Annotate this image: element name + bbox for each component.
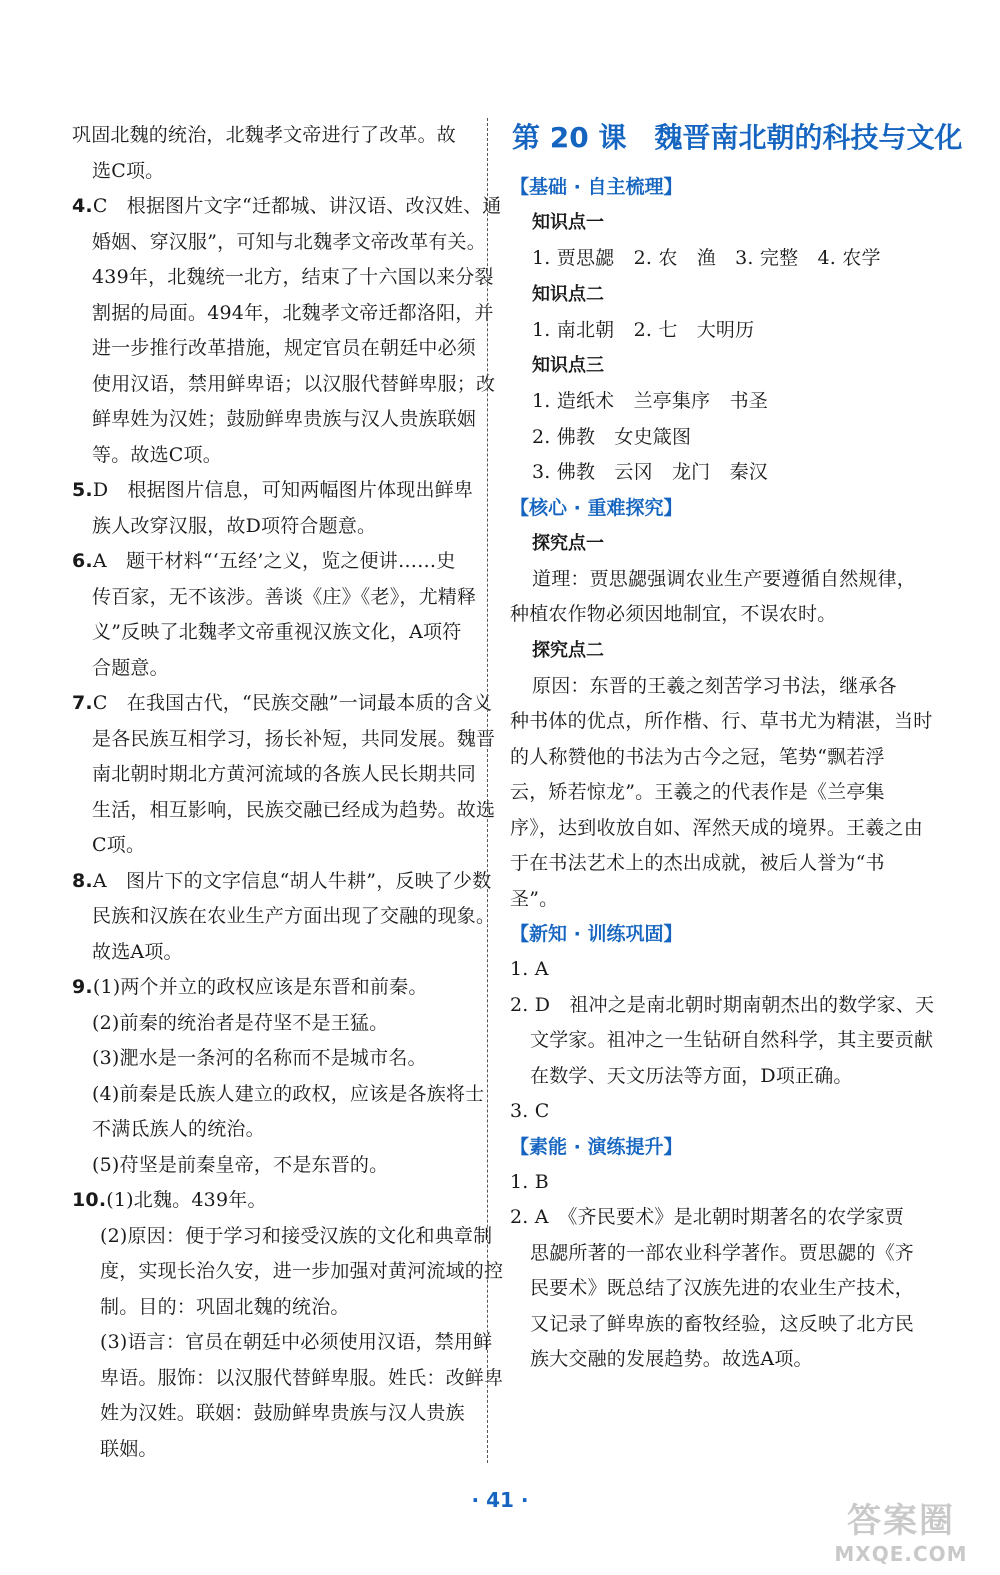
right-column bbox=[510, 118, 963, 1378]
text-line: A 题干材料“‘五经’之义，览之便讲……史 bbox=[92, 550, 456, 572]
text-line: (4)前秦是氐族人建立的政权，应该是各族将士 bbox=[92, 1082, 485, 1105]
watermark-text: 答案圈 bbox=[847, 1501, 955, 1541]
answer-number: 4. bbox=[72, 195, 93, 217]
text-line: 制。目的：巩固北魏的统治。 bbox=[100, 1295, 350, 1318]
text-line: 文学家。祖冲之一生钻研自然科学，其主要贡献 bbox=[530, 1029, 934, 1051]
text-line: 选C项。 bbox=[92, 159, 165, 182]
text-line: 等。故选C项。 bbox=[92, 443, 222, 466]
section-heading-training: 【新知 · 训练巩固】 bbox=[510, 923, 683, 945]
text-line: 卑语。服饰：以汉服代替鲜卑服。姓氏：改鲜卑 bbox=[100, 1366, 504, 1389]
text-line: 序》，达到收放自如、浑然天成的境界。王羲之由 bbox=[510, 816, 923, 839]
text-line: (1)北魏。439年。 bbox=[106, 1189, 267, 1211]
lesson-title bbox=[510, 118, 963, 158]
text-line: C 根据图片文字“迁都城、讲汉语、改汉姓、通 bbox=[92, 195, 502, 217]
answer-line: 1. 造纸术 兰亭集序 书圣 bbox=[532, 390, 768, 412]
answer-line: 1. 贾思勰 2. 农 渔 3. 完整 4. 农学 bbox=[532, 247, 881, 269]
inquiry-heading: 探究点二 bbox=[532, 639, 604, 661]
text-line: 的人称赞他的书法为古今之冠，笔势“飘若浮 bbox=[510, 745, 885, 768]
answer-line: 1. A bbox=[510, 958, 549, 980]
answer-line: 2. A 《齐民要术》是北朝时期著名的农学家贾 bbox=[510, 1206, 904, 1228]
watermark-logo bbox=[806, 1493, 996, 1571]
text-line: 道理：贾思勰强调农业生产要遵循自然规律， bbox=[532, 567, 917, 590]
text-line: 在数学、天文历法等方面，D项正确。 bbox=[530, 1064, 853, 1087]
text-line: C 在我国古代，“民族交融”一词最本质的含义 bbox=[92, 692, 493, 714]
text-line: 巩固北魏的统治，北魏孝文帝进行了改革。故 bbox=[72, 124, 457, 146]
text-line: 思勰所著的一部农业科学著作。贾思勰的《齐 bbox=[530, 1241, 915, 1264]
text-line: 原因：东晋的王羲之刻苦学习书法，继承各 bbox=[532, 674, 897, 697]
answer-line: 1. B bbox=[510, 1170, 549, 1193]
answer-4 bbox=[72, 189, 502, 225]
answer-line: 3. 佛教 云冈 龙门 秦汉 bbox=[532, 461, 768, 483]
answer-9 bbox=[72, 970, 477, 1006]
answer-number: 7. bbox=[72, 692, 93, 714]
text-line: 又记录了鲜卑族的畜牧经验，这反映了北方民 bbox=[530, 1312, 915, 1335]
text-line: 联姻。 bbox=[100, 1437, 158, 1460]
text-line: 于在书法艺术上的杰出成就，被后人誉为“书 bbox=[510, 852, 885, 874]
answer-number: 9. bbox=[72, 976, 93, 998]
answer-number: 10. bbox=[72, 1189, 107, 1211]
text-line: 民要术》既总结了汉族先进的农业生产技术， bbox=[530, 1277, 915, 1299]
section-heading-core: 【核心 · 重难探究】 bbox=[510, 496, 683, 519]
text-line: 南北朝时期北方黄河流域的各族人民长期共同 bbox=[92, 763, 477, 785]
text-line: D 根据图片信息，可知两幅图片体现出鲜卑 bbox=[92, 479, 474, 501]
text-line: 生活，相互影响，民族交融已经成为趋势。故选 bbox=[92, 798, 496, 821]
answer-10 bbox=[72, 1183, 477, 1219]
section-heading-basics: 【基础 · 自主梳理】 bbox=[510, 176, 683, 198]
answer-line: 3. C bbox=[510, 1100, 550, 1122]
text-line: 种植农作物必须因地制宜，不误农时。 bbox=[510, 603, 837, 625]
text-line: (2)前秦的统治者是苻坚不是王猛。 bbox=[92, 1011, 389, 1034]
text-line: A 图片下的文字信息“胡人牛耕”，反映了少数 bbox=[92, 869, 492, 892]
text-line: 传百家，无不该涉。善谈《庄》《老》，尤精释 bbox=[92, 585, 477, 608]
text-line: (3)语言：官员在朝廷中必须使用汉语，禁用鲜 bbox=[100, 1331, 493, 1353]
text-line: 进一步推行改革措施，规定官员在朝廷中必须 bbox=[92, 337, 477, 359]
answer-7 bbox=[72, 686, 493, 722]
inquiry-heading: 探究点一 bbox=[532, 532, 604, 554]
knowledge-point-heading: 知识点一 bbox=[532, 212, 604, 233]
answer-number: 8. bbox=[72, 869, 93, 892]
text-line: 使用汉语，禁用鲜卑语；以汉服代替鲜卑服；改 bbox=[92, 372, 496, 395]
page-number: · 41 · bbox=[471, 1488, 529, 1512]
text-line: 不满氐族人的统治。 bbox=[92, 1118, 265, 1140]
text-line: 族大交融的发展趋势。故选A项。 bbox=[530, 1348, 813, 1370]
text-line: 云，矫若惊龙”。王羲之的代表作是《兰亭集 bbox=[510, 781, 885, 803]
text-line: 鲜卑姓为汉姓；鼓励鲜卑贵族与汉人贵族联姻 bbox=[92, 408, 477, 430]
answer-5 bbox=[72, 473, 477, 509]
answer-number: 6. bbox=[72, 550, 93, 572]
text-line: 种书体的优点，所作楷、行、草书尤为精湛，当时 bbox=[510, 710, 933, 732]
knowledge-point-heading: 知识点二 bbox=[532, 283, 604, 305]
answer-8 bbox=[72, 864, 492, 900]
answer-6 bbox=[72, 544, 477, 580]
text-line: 族人改穿汉服，故D项符合题意。 bbox=[92, 514, 377, 537]
lesson-name: 魏晋南北朝的科技与文化 bbox=[654, 121, 963, 154]
text-line: 故选A项。 bbox=[92, 940, 183, 963]
text-line: 是各民族互相学习，扬长补短，共同发展。魏晋 bbox=[92, 727, 496, 750]
text-line: 439年，北魏统一北方，结束了十六国以来分裂 bbox=[92, 266, 494, 288]
text-line: 民族和汉族在农业生产方面出现了交融的现象。 bbox=[92, 905, 496, 927]
answer-line: 2. D 祖冲之是南北朝时期南朝杰出的数学家、天 bbox=[510, 993, 935, 1016]
text-line: (3)淝水是一条河的名称而不是城市名。 bbox=[92, 1047, 427, 1069]
text-line: 圣”。 bbox=[510, 887, 559, 910]
section-heading-improvement: 【素能 · 演练提升】 bbox=[510, 1135, 683, 1158]
answer-line: 1. 南北朝 2. 七 大明历 bbox=[532, 318, 755, 341]
answer-line: 2. 佛教 女史箴图 bbox=[532, 425, 692, 448]
text-line: C项。 bbox=[92, 834, 146, 856]
text-line: (2)原因：便于学习和接受汉族的文化和典章制 bbox=[100, 1224, 493, 1247]
text-line: 姓为汉姓。联姻：鼓励鲜卑贵族与汉人贵族 bbox=[100, 1402, 465, 1424]
text-line: (5)苻坚是前秦皇帝，不是东晋的。 bbox=[92, 1153, 389, 1176]
knowledge-point-heading: 知识点三 bbox=[532, 355, 604, 376]
watermark-domain: MXQE.COM bbox=[834, 1542, 968, 1566]
text-line: (1)两个并立的政权应该是东晋和前秦。 bbox=[92, 976, 428, 998]
lesson-number: 第 20 课 bbox=[512, 121, 627, 154]
text-line: 合题意。 bbox=[92, 656, 169, 679]
left-column bbox=[72, 118, 504, 1467]
answer-number: 5. bbox=[72, 479, 93, 501]
column-divider bbox=[487, 118, 488, 1463]
text-line: 义”反映了北魏孝文帝重视汉族文化，A项符 bbox=[92, 621, 462, 643]
text-line: 度，实现长治久安，进一步加强对黄河流域的控 bbox=[100, 1260, 504, 1282]
text-line: 割据的局面。494年，北魏孝文帝迁都洛阳，并 bbox=[92, 301, 494, 324]
text-line: 婚姻、穿汉服”，可知与北魏孝文帝改革有关。 bbox=[92, 230, 486, 253]
